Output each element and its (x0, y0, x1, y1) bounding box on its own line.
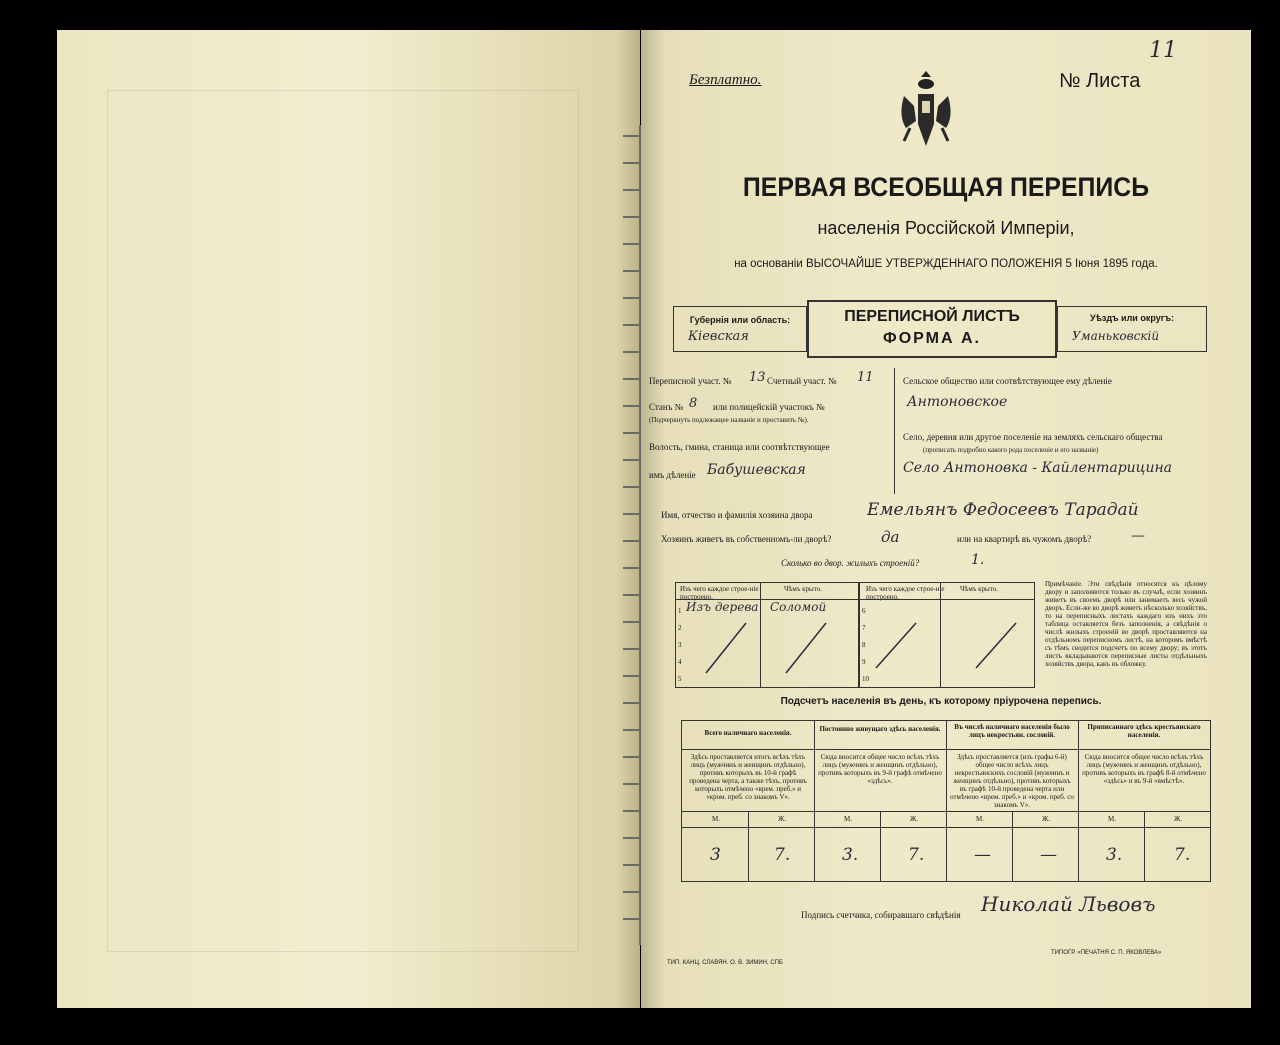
count-table (681, 720, 1211, 882)
m-label-1: М. (712, 815, 720, 823)
free-label: Безплатно. (689, 72, 762, 88)
count-header-total: Всего наличнаго населенія. (704, 729, 792, 737)
village-note: (прописать подробно какого рода поселеніе и его названіе) (923, 446, 1099, 454)
right-page (641, 30, 1251, 1008)
admin-fields-right (903, 368, 1203, 494)
f-label-1: Ж. (778, 815, 787, 823)
count-desc-peasant: Сюда вносится общее число всѣхъ тѣхъ лицъ (мужчинъ и женщинъ отдѣльно), противъ которыхъ въ графѣ 8-й отмѣчено «здѣсь» и въ 9-й «вмѣстѣ». (1082, 753, 1206, 785)
sheet-number-value: 11 (1149, 38, 1177, 63)
owner-lives-label: Хозяинъ живетъ въ собственномъ-ли дворѣ? (661, 534, 832, 544)
owner-name-label: Имя, отчество и фамилія хозяина двора (661, 510, 813, 520)
buildings-row-numbers-left: 1 2 3 4 5 (678, 607, 682, 683)
count-nonpeasant-f: — (1040, 845, 1057, 865)
main-title: ПЕРВАЯ ВСЕОБЩАЯ ПЕРЕПИСЬ (742, 172, 1150, 202)
province-value: Кіевская (688, 329, 749, 344)
volost-label: Волость, гмина, станица или соотвѣтствующее (649, 442, 830, 452)
province-label: Губернія или область: (689, 315, 791, 325)
count-total-f: 7. (774, 845, 791, 865)
m-label-2: М. (844, 815, 852, 823)
buildings-col-roof: Чѣмъ крыто. (784, 585, 822, 593)
m-label-3: М. (976, 815, 984, 823)
district-box (1057, 306, 1207, 352)
count-nonpeasant-m: — (974, 845, 991, 865)
district-value: Уманьковскій (1072, 329, 1160, 343)
row1-roof: Соломой (770, 600, 827, 614)
buildings-col-roof-2: Чѣмъ крыто. (960, 585, 998, 593)
admin-fields-left (649, 368, 895, 494)
count-total-m: 3 (710, 845, 721, 865)
count-desc-total: Здѣсь проставляется итогъ всѣхъ тѣхъ лицъ (мужчинъ и женщинъ отдѣльно), противъ которыхъ въ 10-й графѣ проведена черта, а также тѣхъ, противъ которыхъ отмѣчено «врем. преб.» и «кром. преб. со знакомъ V». (689, 753, 807, 801)
count-peasant-f: 7. (1174, 845, 1191, 865)
count-peasant-m: 3. (1106, 845, 1123, 865)
count-desc-permanent: Сюда вносится общее число всѣхъ тѣхъ лицъ (мужчинъ и женщинъ отдѣльно), противъ которыхъ въ 9-й графѣ отмѣчено «здѣсь». (818, 753, 942, 785)
buildings-table (675, 582, 1035, 688)
owner-name-value: Емельянъ Федосеевъ Тарадай (867, 500, 1139, 520)
count-desc-nonpeasant: Здѣсь проставляется (изъ графы 6-й) общее число всѣхъ лицъ некрестьянскихъ сословій (мужчинъ и женщинъ отдѣльно), противъ которыхъ въ графѣ 10-й проведена черта или отмѣчено «врем. преб.» и «кром. преб. со знакомъ V». (950, 753, 1074, 809)
district-label: Уѣздъ или округъ: (1089, 313, 1175, 323)
count-permanent-m: 3. (842, 845, 859, 865)
owner-lives-value: да (881, 528, 900, 546)
subtitle: населенія Россійской Имперіи, (817, 218, 1075, 238)
printer-left: ТИП. КАНЦ. СЛАВЯН. О. В. ЗИМИН, СПБ (667, 960, 783, 966)
buildings-col-material-2: Изъ чего каждое строе-ніе построено. (866, 585, 945, 601)
sheet-number-label: № Листа (1059, 70, 1141, 92)
count-title: Подсчетъ населенія въ день, къ которому пріурочена перепись. (780, 696, 1102, 707)
volost-label-2: имъ дѣленіе (649, 470, 696, 480)
left-page-frame (107, 90, 579, 952)
f-label-4: Ж. (1174, 815, 1183, 823)
volost-value: Бабушевская (707, 462, 806, 478)
count-permanent-f: 7. (908, 845, 925, 865)
counting-district-value: 11 (857, 370, 874, 385)
m-label-4: М. (1108, 815, 1116, 823)
buildings-label: Сколько во двор. жилыхъ строеній? (781, 558, 920, 568)
buildings-value: 1. (971, 552, 985, 568)
sheet-title: ПЕРЕПИСНОЙ ЛИСТЪ (844, 308, 1020, 325)
form-label: ФОРМА А. (883, 330, 981, 347)
owner-rented-value: — (1131, 528, 1145, 544)
count-header-permanent: Постоянно живущаго здѣсь населенія. (819, 725, 941, 733)
society-value: Антоновское (907, 394, 1008, 410)
buildings-note: Примѣчаніе. Эти свѣдѣнія относятся къ цѣлому двору и заполняются только въ случаѣ, если хозяинъ живетъ въ своемъ дворѣ или занимаетъ весь чужой дворъ. Если-же во дворѣ живетъ нѣсколько хозяйствъ, то на переписныхъ листахъ каждаго изъ нихъ это таблица оставляется безъ заполненія, а свѣдѣнія о числѣ жилыхъ строеній во дворѣ проставляются на отдѣльномъ переписномъ листѣ, на которомъ вмѣстѣ съ тѣмъ сводится подсчетъ по всему двору; въ этотъ листъ вкладываются переписные листы отдѣльныхъ хозяйствъ двора, какъ въ обложку. (1045, 580, 1207, 668)
society-label: Сельское общество или соотвѣтствующее ему дѣленіе (903, 376, 1112, 386)
basis-line: на основаніи ВЫСОЧАЙШЕ УТВЕРЖДЕННАГО ПОЛОЖЕНІЯ 5 Іюня 1895 года. (734, 258, 1158, 270)
count-header-peasant: Приписаннаго здѣсь крестьянскаго населенія. (1087, 723, 1201, 739)
stan-value: 8 (689, 396, 698, 411)
stan-note: (Подчеркнуть подлежащее названіе и проставить №). (649, 416, 809, 424)
printer-right: ТИПОГР. «ПЕЧАТНЯ С. П. ЯКОВЛЕВА» (1051, 950, 1162, 956)
buildings-col-material: Изъ чего каждое строе-ніе построено. (680, 585, 759, 601)
census-district-label: Переписной участ. № (649, 376, 732, 386)
f-label-2: Ж. (910, 815, 919, 823)
count-header-nonpeasant: Въ числѣ наличнаго населенія было лицъ некрестьян. сословій. (954, 723, 1070, 739)
counting-district-label: Счетный участ. № (767, 376, 837, 386)
left-page (57, 30, 640, 1008)
stan-label: Станъ № (649, 402, 684, 412)
signature-label: Подпись счетчика, собиравшаго свѣдѣнія (801, 910, 961, 920)
census-district-value: 13 (749, 370, 766, 385)
row1-material: Изъ дерева (686, 600, 759, 614)
buildings-row-numbers-right: 6 7 8 9 10 (862, 607, 869, 683)
village-label: Село, деревня или другое поселеніе на земляхъ сельскаго общества (903, 432, 1163, 442)
police-label: или полицейскій участокъ № (713, 402, 825, 412)
f-label-3: Ж. (1042, 815, 1051, 823)
coat-of-arms-icon (896, 66, 956, 161)
owner-rented-label: или на квартирѣ въ чужомъ дворѣ? (957, 534, 1092, 544)
village-value: Село Антоновка - Кайлентарицина (903, 460, 1173, 476)
province-box (673, 306, 807, 352)
signature-value: Николай Львовъ (981, 892, 1156, 916)
sheet-title-box (807, 300, 1057, 358)
dash-strokes (676, 583, 1034, 687)
